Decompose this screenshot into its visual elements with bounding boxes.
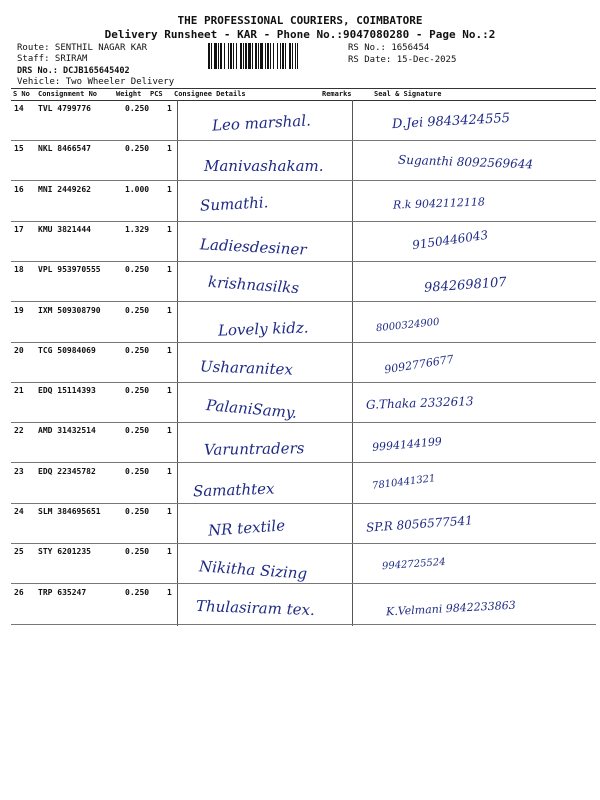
pieces-count: 1 bbox=[167, 224, 172, 234]
col-consignment: Consignment No bbox=[38, 90, 98, 98]
signature-handwriting: K.Velmani 9842233863 bbox=[385, 598, 517, 618]
consignee-handwriting: krishnasilks bbox=[207, 273, 300, 298]
weight-value: 0.250 bbox=[125, 144, 150, 154]
signature-handwriting: 9994144199 bbox=[371, 435, 443, 455]
table-top-border bbox=[11, 88, 596, 89]
signature-handwriting: R.k 9042112118 bbox=[392, 194, 486, 212]
consignment-number: TVL 4799776 bbox=[38, 104, 91, 113]
pieces-count: 1 bbox=[167, 587, 172, 597]
weight-value: 0.250 bbox=[125, 547, 150, 557]
signature-handwriting: 9942725524 bbox=[381, 557, 446, 573]
pieces-count: 1 bbox=[167, 305, 172, 315]
serial-number: 21 bbox=[14, 386, 24, 396]
row-divider bbox=[11, 624, 596, 625]
signature-handwriting: D.Jei 9843424555 bbox=[391, 110, 511, 133]
weight-value: 1.329 bbox=[125, 224, 150, 234]
pieces-count: 1 bbox=[167, 265, 172, 275]
weight-value: 0.250 bbox=[125, 426, 150, 436]
weight-value: 0.250 bbox=[125, 265, 150, 275]
col-seal: Seal & Signature bbox=[374, 90, 442, 98]
weight-value: 0.250 bbox=[125, 507, 150, 516]
pieces-count: 1 bbox=[167, 104, 172, 113]
weight-value: 0.250 bbox=[125, 305, 150, 315]
pieces-count: 1 bbox=[167, 466, 172, 476]
col-consignee: Consignee Details bbox=[174, 90, 246, 98]
signature-handwriting: 9150446043 bbox=[411, 227, 489, 253]
drs-number: DRS No.: DCJB165645402 bbox=[17, 66, 130, 76]
table-row bbox=[11, 181, 596, 221]
consignee-handwriting: Leo marshal. bbox=[211, 111, 312, 135]
table-row bbox=[11, 302, 596, 342]
table-row bbox=[11, 221, 596, 261]
consignee-handwriting: PalaniSamy. bbox=[205, 396, 298, 423]
col-pcs: PCS bbox=[150, 90, 163, 98]
serial-number: 24 bbox=[14, 507, 24, 516]
consignee-handwriting: Lovely kidz. bbox=[217, 317, 309, 340]
signature-handwriting: Suganthi 8092569644 bbox=[397, 152, 534, 172]
table-row bbox=[11, 543, 596, 583]
serial-number: 20 bbox=[14, 345, 24, 355]
consignee-handwriting: Usharanitex bbox=[199, 357, 294, 379]
consignment-number: SLM 384695651 bbox=[38, 507, 101, 516]
consignment-number: STY 6201235 bbox=[38, 547, 91, 557]
serial-number: 22 bbox=[14, 426, 24, 436]
table-row bbox=[11, 342, 596, 382]
consignment-number: TCG 50984069 bbox=[38, 345, 96, 355]
route-label: Route: SENTHIL NAGAR KAR bbox=[17, 43, 148, 53]
serial-number: 15 bbox=[14, 144, 24, 154]
consignment-number: TRP 635247 bbox=[38, 587, 87, 597]
weight-value: 0.250 bbox=[125, 345, 150, 355]
serial-number: 25 bbox=[14, 547, 24, 557]
serial-number: 17 bbox=[14, 224, 24, 234]
weight-value: 0.250 bbox=[125, 386, 150, 396]
pieces-count: 1 bbox=[167, 507, 172, 516]
consignment-number: VPL 953970555 bbox=[38, 265, 101, 275]
table-row bbox=[11, 463, 596, 503]
company-title: THE PROFESSIONAL COURIERS, COIMBATORE bbox=[177, 14, 423, 27]
consignee-handwriting: Nikitha Sizing bbox=[198, 557, 308, 584]
serial-number: 26 bbox=[14, 587, 24, 597]
signature-handwriting: 8000324900 bbox=[375, 316, 441, 334]
serial-number: 16 bbox=[14, 184, 24, 194]
signature-handwriting: 9842698107 bbox=[423, 275, 508, 297]
table-row bbox=[11, 261, 596, 301]
serial-number: 18 bbox=[14, 265, 24, 275]
consignee-handwriting: Samathtex bbox=[192, 479, 275, 501]
weight-value: 1.000 bbox=[125, 184, 150, 194]
consignment-number: EDQ 15114393 bbox=[38, 386, 96, 396]
table-row bbox=[11, 382, 596, 422]
table-row bbox=[11, 100, 596, 140]
serial-number: 14 bbox=[14, 104, 24, 113]
weight-value: 0.250 bbox=[125, 466, 150, 476]
col-weight: Weight bbox=[116, 90, 142, 98]
signature-handwriting: SP.R 8056577541 bbox=[365, 513, 474, 535]
signature-handwriting: 9092776677 bbox=[383, 352, 455, 377]
weight-value: 0.250 bbox=[125, 104, 150, 113]
pieces-count: 1 bbox=[167, 184, 172, 194]
pieces-count: 1 bbox=[167, 386, 172, 396]
consignment-number: EDQ 22345782 bbox=[38, 466, 96, 476]
pieces-count: 1 bbox=[167, 345, 172, 355]
col-remarks: Remarks bbox=[322, 90, 352, 98]
signature-handwriting: G.Thaka 2332613 bbox=[365, 394, 474, 412]
table-row bbox=[11, 503, 596, 543]
table-row bbox=[11, 584, 596, 624]
consignment-number: KMU 3821444 bbox=[38, 224, 91, 234]
pieces-count: 1 bbox=[167, 547, 172, 557]
consignment-number: NKL 8466547 bbox=[38, 144, 91, 154]
barcode bbox=[208, 43, 340, 69]
table-row bbox=[11, 422, 596, 462]
consignee-handwriting: NR textile bbox=[207, 516, 286, 540]
consignment-number: MNI 2449262 bbox=[38, 184, 91, 194]
weight-value: 0.250 bbox=[125, 587, 150, 597]
serial-number: 23 bbox=[14, 466, 24, 476]
staff-label: Staff: SRIRAM bbox=[17, 54, 88, 64]
rs-number: RS No.: 1656454 bbox=[348, 43, 430, 53]
consignment-number: IXM 509308790 bbox=[38, 305, 101, 315]
rs-date: RS Date: 15-Dec-2025 bbox=[348, 55, 457, 65]
consignee-handwriting: Sumathi. bbox=[199, 192, 269, 215]
runsheet-title: Delivery Runsheet - KAR - Phone No.:9047080280 - Page No.:2 bbox=[104, 28, 496, 41]
vehicle-label: Vehicle: Two Wheeler Delivery bbox=[17, 77, 175, 87]
consignment-number: AMD 31432514 bbox=[38, 426, 96, 436]
consignee-handwriting: Thulasiram tex. bbox=[195, 596, 316, 619]
consignee-handwriting: Varuntraders bbox=[203, 439, 305, 460]
serial-number: 19 bbox=[14, 305, 24, 315]
pieces-count: 1 bbox=[167, 426, 172, 436]
consignee-handwriting: Manivashakam. bbox=[204, 157, 324, 176]
col-sno: S No bbox=[13, 90, 30, 98]
pieces-count: 1 bbox=[167, 144, 172, 154]
signature-handwriting: 7810441321 bbox=[371, 472, 437, 492]
table-row bbox=[11, 140, 596, 180]
consignee-handwriting: Ladiesdesiner bbox=[199, 235, 307, 259]
